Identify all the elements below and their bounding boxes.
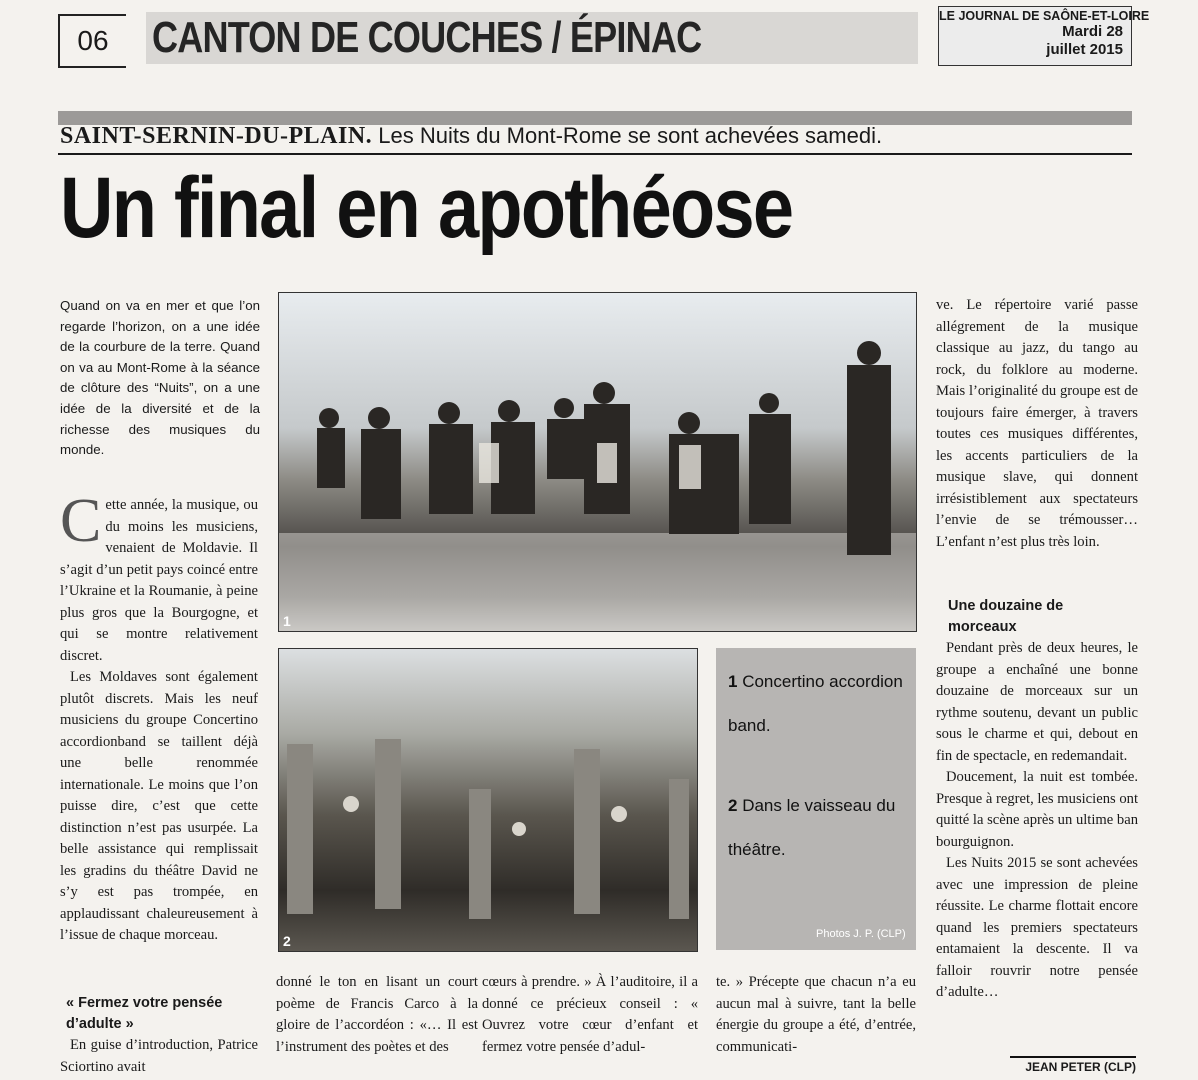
photo-accordion-band [278,292,917,632]
paragraph-1: ette année, la musique, ou du moins les musiciens, venaient de Moldavie. Il s’agit d’un petit pays coincé entre l’Ukraine et la Roumanie, à peine plus gros que la Bourgogne, et qui se montre relativement discret. [60,497,258,664]
lead-paragraph: Quand on va en mer et que l’on regarde l’horizon, on a une idée de la courbure de la terre. Quand on va au Mont-Rome à la séance de clôture des “Nuits”, on a une idée de la diversité et de la richesse des musiques du monde. [60,298,260,458]
photo-1-number: 1 [283,613,291,629]
paragraph-5: Doucement, la nuit est tombée. Presque à regret, les musiciens ont quitté la scène après un ultime ban bourguignon. [936,769,1138,850]
body-column-5-continued [936,638,1138,1004]
subheading-1: « Fermez votre pensée d’adulte » [66,995,223,1032]
paper-name: LE JOURNAL DE SAÔNE-ET-LOIRE [939,9,1150,23]
kicker-rule [58,153,1132,155]
caption-2-number: 2 [728,796,738,815]
photo-theatre [278,648,698,952]
paragraph-2: Les Moldaves sont également plutôt discrets. Mais les neuf musiciens du groupe Concertino accordionband se taillent déjà une belle renommée internationale. Le moins que l’on puisse dire, c’est que cette distinction n’est pas usurpée. La belle assistance qui remplissait les gradins du théâtre David ne s’y est pas trompée, en applaudissant chaleureusement à l’issue de chaque morceau. [60,669,258,943]
paragraph-6: Les Nuits 2015 se sont achevées avec une impression de pleine réussite. Le charme flottait encore quand les premiers spectateurs entamaient la descente. Il va falloir rouvrir notre pensée d’adulte… [936,855,1138,1000]
issue-date [939,23,1123,59]
paragraph-3: En guise d’introduction, Patrice Sciortino avait [60,1037,258,1075]
body-column-3: cœurs à prendre. » À l’auditoire, il a donné ce précieux conseil : « Ouvrez votre cœur d’enfant et fermez votre pensée d’adul- [482,974,698,1055]
caption-2-text: Dans le vaisseau du théâtre. [728,796,896,859]
drop-cap: C [60,487,102,555]
date-line-2: juillet 2015 [1046,41,1123,58]
paragraph-4: Pendant près de deux heures, le groupe a enchaîné une bonne douzaine de morceaux sur un rythme soutenu, devant un public sous le charme et qui, debout en fin de spectacle, en redemandait. [936,640,1138,764]
caption-box [716,648,916,950]
photo-2-number: 2 [283,933,291,949]
date-line-1: Mardi 28 [1062,23,1123,40]
caption-1-number: 1 [728,672,738,691]
kicker-place: SAINT-SERNIN-DU-PLAIN. [60,123,373,149]
caption-1-text: Concertino accordion band. [728,672,903,735]
caption-1 [728,660,904,748]
body-column-1 [60,487,258,947]
body-column-5: ve. Le répertoire varié passe allégrement de la musique classique au jazz, du tango au rock, du folklore au moderne. Mais l’originalité du groupe est de toujours faire émerger, à travers toutes ces musiques différentes, les accents particuliers de la musique slave, qui donnent irrésistiblement aux spectateurs l’envie de se trémousser… L’enfant n’est plus très loin. [936,297,1138,550]
photo-credit: Photos J. P. (CLP) [816,928,906,940]
photo-1-illustration [279,293,916,631]
page-number: 06 [58,14,126,68]
body-column-4: te. » Précepte que chacun n’a eu aucun mal à suivre, tant la belle énergie du groupe a été, d’entrée, communicati- [716,974,916,1055]
kicker-text: Les Nuits du Mont-Rome se sont achevées samedi. [372,123,883,148]
kicker [60,120,882,152]
section-title: CANTON DE COUCHES / ÉPINAC [152,13,702,62]
body-column-2: donné le ton en lisant un court poème de Francis Carco à la gloire de l’accordéon : «… Il est l’instrument des poètes et des [276,974,478,1055]
subheading-2: Une douzaine de morceaux [948,598,1064,635]
caption-2 [728,784,904,872]
photo-2-illustration [279,649,697,951]
byline: JEAN PETER (CLP) [1010,1056,1136,1074]
headline: Un final en apothéose [60,160,793,256]
masthead-box [938,6,1150,66]
